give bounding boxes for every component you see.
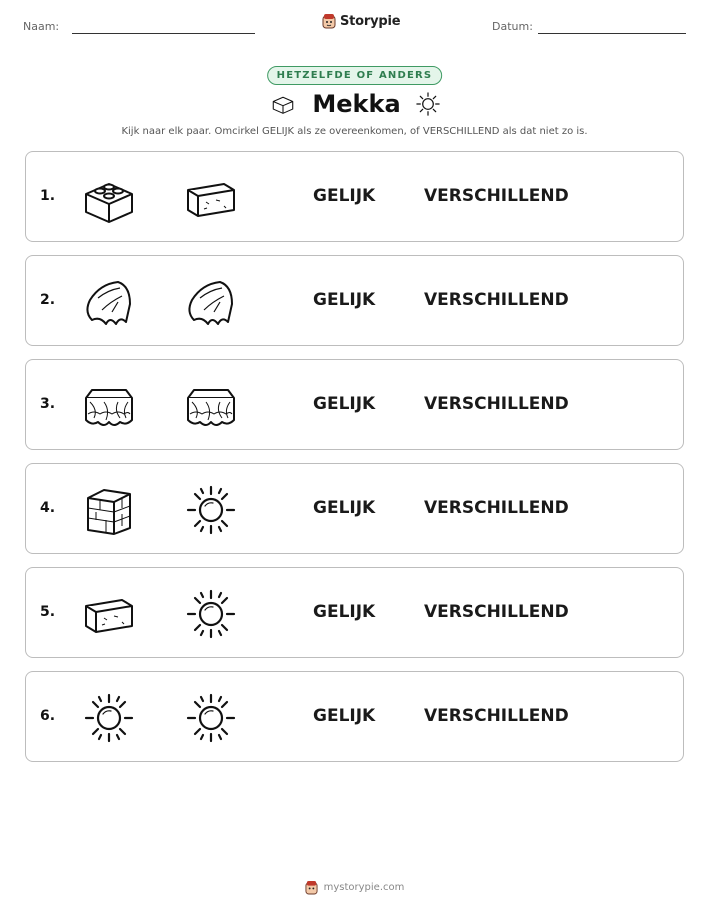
covered-table-icon [82,380,136,432]
brand-name: Storypie [340,13,401,29]
name-label: Naam: [23,20,60,33]
option-same[interactable]: GELIJK [313,186,376,206]
cloth-icon [82,276,136,328]
category-badge: HETZELFDE OF ANDERS [267,66,443,85]
option-different[interactable]: VERSCHILLEND [424,706,569,726]
name-field-line[interactable] [72,33,255,34]
option-different[interactable]: VERSCHILLEND [424,290,569,310]
option-different[interactable]: VERSCHILLEND [424,602,569,622]
lego-brick-icon [268,93,298,115]
storypie-mascot-icon [322,13,336,29]
sun-icon [184,484,238,536]
lego-brick-icon [82,172,136,224]
question-card [25,151,684,242]
stone-cube-icon [82,484,136,536]
question-card [25,463,684,554]
sun-icon [184,692,238,744]
option-different[interactable]: VERSCHILLEND [424,186,569,206]
sun-icon [184,588,238,640]
question-number: 2. [40,292,56,308]
stone-block-icon [82,588,136,640]
question-card [25,567,684,658]
storypie-mascot-icon [305,880,318,895]
question-number: 4. [40,500,56,516]
stone-block-icon [184,172,238,224]
page-title: Mekka [312,90,401,118]
option-same[interactable]: GELIJK [313,290,376,310]
footer [0,880,709,895]
instructions: Kijk naar elk paar. Omcirkel GELIJK als ze overeenkomen, of VERSCHILLEND als dat niet zo is. [121,126,588,137]
date-field-line[interactable] [538,33,686,34]
question-number: 6. [40,708,56,724]
option-same[interactable]: GELIJK [313,706,376,726]
cloth-icon [184,276,238,328]
option-different[interactable]: VERSCHILLEND [424,498,569,518]
option-different[interactable]: VERSCHILLEND [424,394,569,414]
footer-url[interactable]: mystorypie.com [323,882,405,893]
sun-icon [82,692,136,744]
question-card [25,671,684,762]
option-same[interactable]: GELIJK [313,602,376,622]
question-number: 1. [40,188,56,204]
brand-logo [322,13,400,29]
sun-icon [415,91,441,117]
option-same[interactable]: GELIJK [313,498,376,518]
question-card [25,255,684,346]
title-row [0,90,709,118]
option-same[interactable]: GELIJK [313,394,376,414]
question-number: 3. [40,396,56,412]
question-card [25,359,684,450]
covered-table-icon [184,380,238,432]
date-label: Datum: [492,20,533,33]
question-number: 5. [40,604,56,620]
